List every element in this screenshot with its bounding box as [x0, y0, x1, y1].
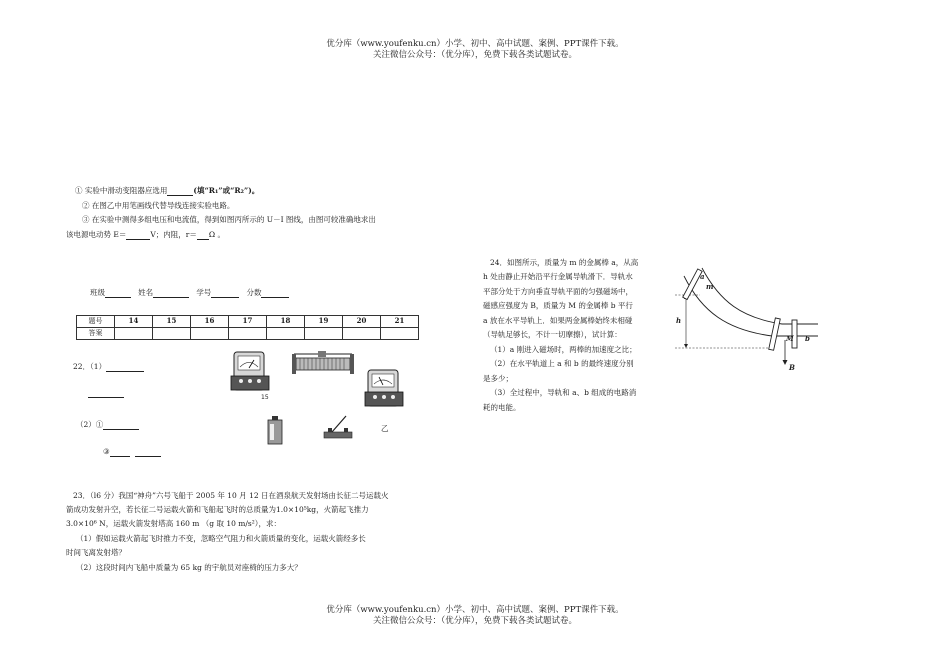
experiment-q1-hint: (填“R₁”或“R₂”)。 [193, 186, 260, 195]
table-header-label: 题号 [77, 316, 115, 328]
answer-blank [197, 231, 209, 240]
table-row [77, 316, 419, 328]
meter-scale-label: 15 [261, 394, 269, 401]
ohm-unit: Ω 。 [208, 230, 225, 239]
rheostat-icon [292, 351, 354, 374]
q22-part1 [73, 361, 144, 372]
experiment-q3-line2 [66, 229, 225, 240]
resistance-label: V；内阻，r＝ [150, 230, 197, 239]
answer-blank [126, 231, 150, 240]
answer-cell[interactable] [305, 328, 343, 340]
answer-cell[interactable] [229, 328, 267, 340]
rod-b [769, 318, 781, 350]
name-field [153, 289, 189, 298]
id-field [211, 289, 239, 298]
rail-figure [672, 262, 822, 372]
label-m: m [706, 282, 714, 291]
answer-cell[interactable] [115, 328, 153, 340]
q24-sub1: （1）a 刚进入磁场时，两棒的加速度之比； [490, 345, 637, 354]
q23-sub2: （2）这段时间内飞船中质量为 65 kg 的宇航员对座椅的压力多大？ [76, 563, 302, 572]
table-cell: 14 [115, 316, 153, 328]
q23-sub1-line1: （1）假如运载火箭起飞时推力不变，忽略空气阻力和火箭质量的变化，运载火箭经多长 [76, 534, 366, 543]
q22-part2 [76, 419, 139, 430]
table-cell: 18 [267, 316, 305, 328]
q24-line1: 24．如图所示，质量为 m 的金属棒 a，从高 [490, 258, 639, 267]
table-cell: 21 [381, 316, 419, 328]
voltmeter-icon [365, 370, 403, 406]
class-field [105, 289, 131, 298]
answer-cell[interactable] [343, 328, 381, 340]
circuit-apparatus-figure [228, 350, 418, 445]
answer-blank [167, 187, 193, 196]
q23-line2: 箭成功发射升空，若长征二号运载火箭和飞船起飞时的总质量为1.0×10⁵kg，火箭起飞推力 [66, 505, 369, 514]
rail-upper [702, 268, 818, 324]
table-row [77, 328, 419, 340]
q24-line5: a 放在水平导轨上．如果两金属棒始终未相碰 [483, 316, 633, 325]
q22-part3-label: ③ [103, 447, 110, 456]
answer-cell[interactable] [381, 328, 419, 340]
q24-line6: （导轨足够长，不计一切摩擦），试计算： [483, 330, 622, 339]
switch-icon [324, 416, 352, 438]
q22-part3 [103, 446, 161, 457]
q22-label: 22．（1） [73, 362, 107, 371]
experiment-q1-text: ① 实验中滑动变阻器应选用 [75, 186, 168, 195]
label-a: a [700, 272, 705, 281]
student-info [90, 287, 289, 298]
rail-lower [684, 276, 818, 336]
q23-line1: 23．（l6 分）我国“神舟”六号飞船于 2005 年 10 月 12 日在酒泉航天发射场由长征二号运载火 [73, 491, 389, 500]
answer-cell[interactable] [191, 328, 229, 340]
answer-blank [135, 448, 161, 457]
label-M: M [786, 334, 794, 343]
answer-blank [110, 448, 130, 457]
answer-cell[interactable] [267, 328, 305, 340]
label-B: B [789, 363, 795, 372]
table-cell: 15 [153, 316, 191, 328]
q23-line3: 3.0×10⁶ N，运载火箭发射塔高 160 m （g 取 10 m/s²），求： [66, 519, 282, 528]
experiment-q2: ② 在图乙中用笔画线代替导线连接实验电路。 [82, 201, 235, 210]
q24-sub3-line1: （3）全过程中，导轨和 a、b 组成的电路消 [490, 388, 637, 397]
score-label: 分数 [246, 288, 262, 297]
answer-blank [103, 421, 139, 430]
name-label: 姓名 [138, 288, 154, 297]
battery-icon [268, 416, 282, 444]
label-h: h [676, 316, 682, 325]
footer-line-2: 关注微信公众号：（优分库），免费下载各类试题试卷。 [372, 616, 577, 626]
table-answer-label: 答案 [77, 328, 115, 340]
id-label: 学号 [196, 288, 212, 297]
class-label: 班级 [90, 288, 105, 297]
answer-cell[interactable] [153, 328, 191, 340]
footer-line-1: 优分库（www.youfenku.cn）小学、初中、高中试题、案例、PPT课件下载。 [326, 605, 624, 615]
q23-sub1-line2: 时间飞离发射塔？ [66, 548, 126, 557]
circuit-label: 乙 [381, 424, 389, 433]
experiment-q1 [75, 185, 259, 196]
label-b: b [805, 334, 810, 343]
header-line-1: 优分库（www.youfenku.cn）小学、初中、高中试题、案例、PPT课件下载。 [326, 39, 624, 49]
score-field [261, 289, 289, 298]
q24-line2: h 处由静止开始沿平行金属导轨滑下．导轨水 [483, 272, 633, 281]
answer-table [76, 315, 419, 340]
q24-sub3-line2: 耗的电能。 [483, 403, 521, 412]
q24-sub2-line1: （2）在水平轨道上 a 和 b 的最终速度分别 [490, 359, 634, 368]
header-line-2: 关注微信公众号：（优分库），免费下载各类试题试卷。 [372, 50, 577, 60]
q22-part2-label: （2）① [76, 420, 104, 429]
q24-line4: 磁感应强度为 B，质量为 M 的金属棒 b 平行 [483, 301, 633, 310]
answer-blank [88, 389, 124, 398]
q24-line3: 平部分处于方向垂直导轨平面的匀强磁场中， [483, 287, 633, 296]
table-cell: 17 [229, 316, 267, 328]
table-cell: 16 [191, 316, 229, 328]
answer-blank [106, 363, 144, 372]
emf-label: 该电源电动势 E＝ [66, 230, 127, 239]
q24-sub2-line2: 是多少； [483, 374, 513, 383]
table-cell: 19 [305, 316, 343, 328]
experiment-q3-line1: ③ 在实验中测得多组电压和电流值，得到如图丙所示的 U－I 图线，由图可较准确地求出 [82, 215, 376, 224]
table-cell: 20 [343, 316, 381, 328]
ammeter-icon [231, 352, 269, 390]
